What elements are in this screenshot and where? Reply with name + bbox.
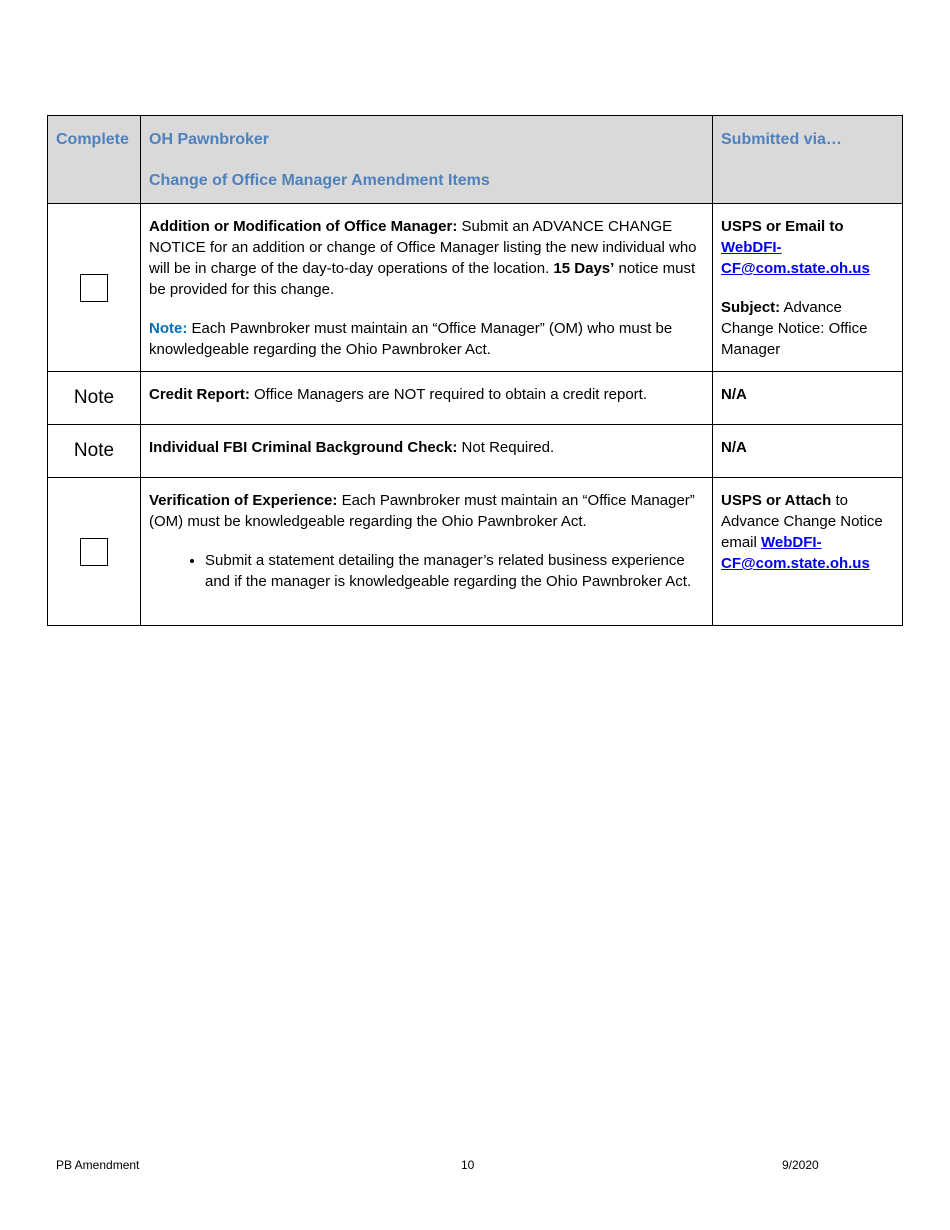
table-row: [48, 204, 903, 372]
item-text: Each Pawnbroker must maintain an “Office Manager” (OM) must be knowledgeable regarding the Ohio Pawnbroker Act.: [149, 492, 695, 530]
via-subject: [721, 297, 894, 360]
header-title: OH Pawnbroker: [149, 131, 270, 148]
header-title-cell: [141, 116, 713, 204]
item-heading: Individual FBI Criminal Background Check:: [149, 439, 458, 456]
subject-label: Subject:: [721, 299, 781, 316]
via-cell: [713, 372, 903, 425]
item-cell: [141, 372, 713, 425]
subject-text: Advance Change Notice: Office Manager: [721, 299, 868, 358]
table-row: [48, 425, 903, 478]
amendment-items-table: [47, 115, 903, 626]
item-heading: Verification of Experience:: [149, 492, 338, 509]
header-submitted-via: Submitted via…: [713, 116, 903, 204]
email-link[interactable]: WebDFI-CF@com.state.oh.us: [721, 239, 870, 277]
footer-left: PB Amendment: [56, 1158, 140, 1172]
list-item: • Submit a statement detailing the manager’s related business experience and if the manager is knowledgeable regarding the Ohio Pawnbroker Act.: [205, 550, 704, 592]
header-complete: Complete: [48, 116, 141, 204]
via-method: [721, 490, 894, 574]
via-value: N/A: [721, 439, 747, 456]
item-text: notice must be provided for this change.: [149, 260, 696, 298]
item-paragraph: [149, 384, 704, 405]
item-heading: Credit Report:: [149, 386, 250, 403]
via-value: N/A: [721, 386, 747, 403]
via-cell: [713, 478, 903, 626]
item-cell: [141, 425, 713, 478]
via-cell: [713, 425, 903, 478]
complete-cell: [48, 204, 141, 372]
item-cell: [141, 478, 713, 626]
item-paragraph: [149, 437, 704, 458]
item-emphasis: 15 Days’: [553, 260, 615, 277]
page-number: 10: [461, 1158, 475, 1172]
item-text: Submit an ADVANCE CHANGE NOTICE for an addition or change of Office Manager listing the new individual who will be in charge of the day-to-day operations of the location.: [149, 218, 697, 277]
table-row: [48, 372, 903, 425]
item-text: Not Required.: [457, 439, 555, 456]
header-subtitle: Change of Office Manager Amendment Items: [149, 172, 490, 189]
table-header-row: [48, 116, 903, 204]
email-link[interactable]: WebDFI-CF@com.state.oh.us: [721, 534, 870, 572]
item-text: Office Managers are NOT required to obtain a credit report.: [249, 386, 647, 403]
item-paragraph: [149, 490, 704, 532]
item-paragraph: [149, 216, 704, 300]
item-cell: [141, 204, 713, 372]
complete-checkbox[interactable]: [80, 274, 108, 302]
complete-note: Note: [48, 372, 141, 425]
via-method: [721, 216, 894, 279]
note-label: Note:: [149, 320, 188, 337]
note-paragraph: [149, 318, 704, 360]
item-heading: Addition or Modification of Office Manager:: [149, 218, 458, 235]
complete-note: Note: [48, 425, 141, 478]
complete-cell: [48, 478, 141, 626]
via-cell: [713, 204, 903, 372]
via-text: to Advance Change Notice email: [721, 492, 883, 551]
note-text: Each Pawnbroker must maintain an “Office Manager” (OM) who must be knowledgeable regarding the Ohio Pawnbroker Act.: [149, 320, 673, 358]
footer-date: 9/2020: [782, 1158, 819, 1172]
complete-checkbox[interactable]: [80, 538, 108, 566]
via-method-label: USPS or Email to: [721, 218, 844, 235]
via-method-label: USPS or Attach: [721, 492, 832, 509]
item-bullet-list: [149, 550, 704, 592]
table-row: [48, 478, 903, 626]
